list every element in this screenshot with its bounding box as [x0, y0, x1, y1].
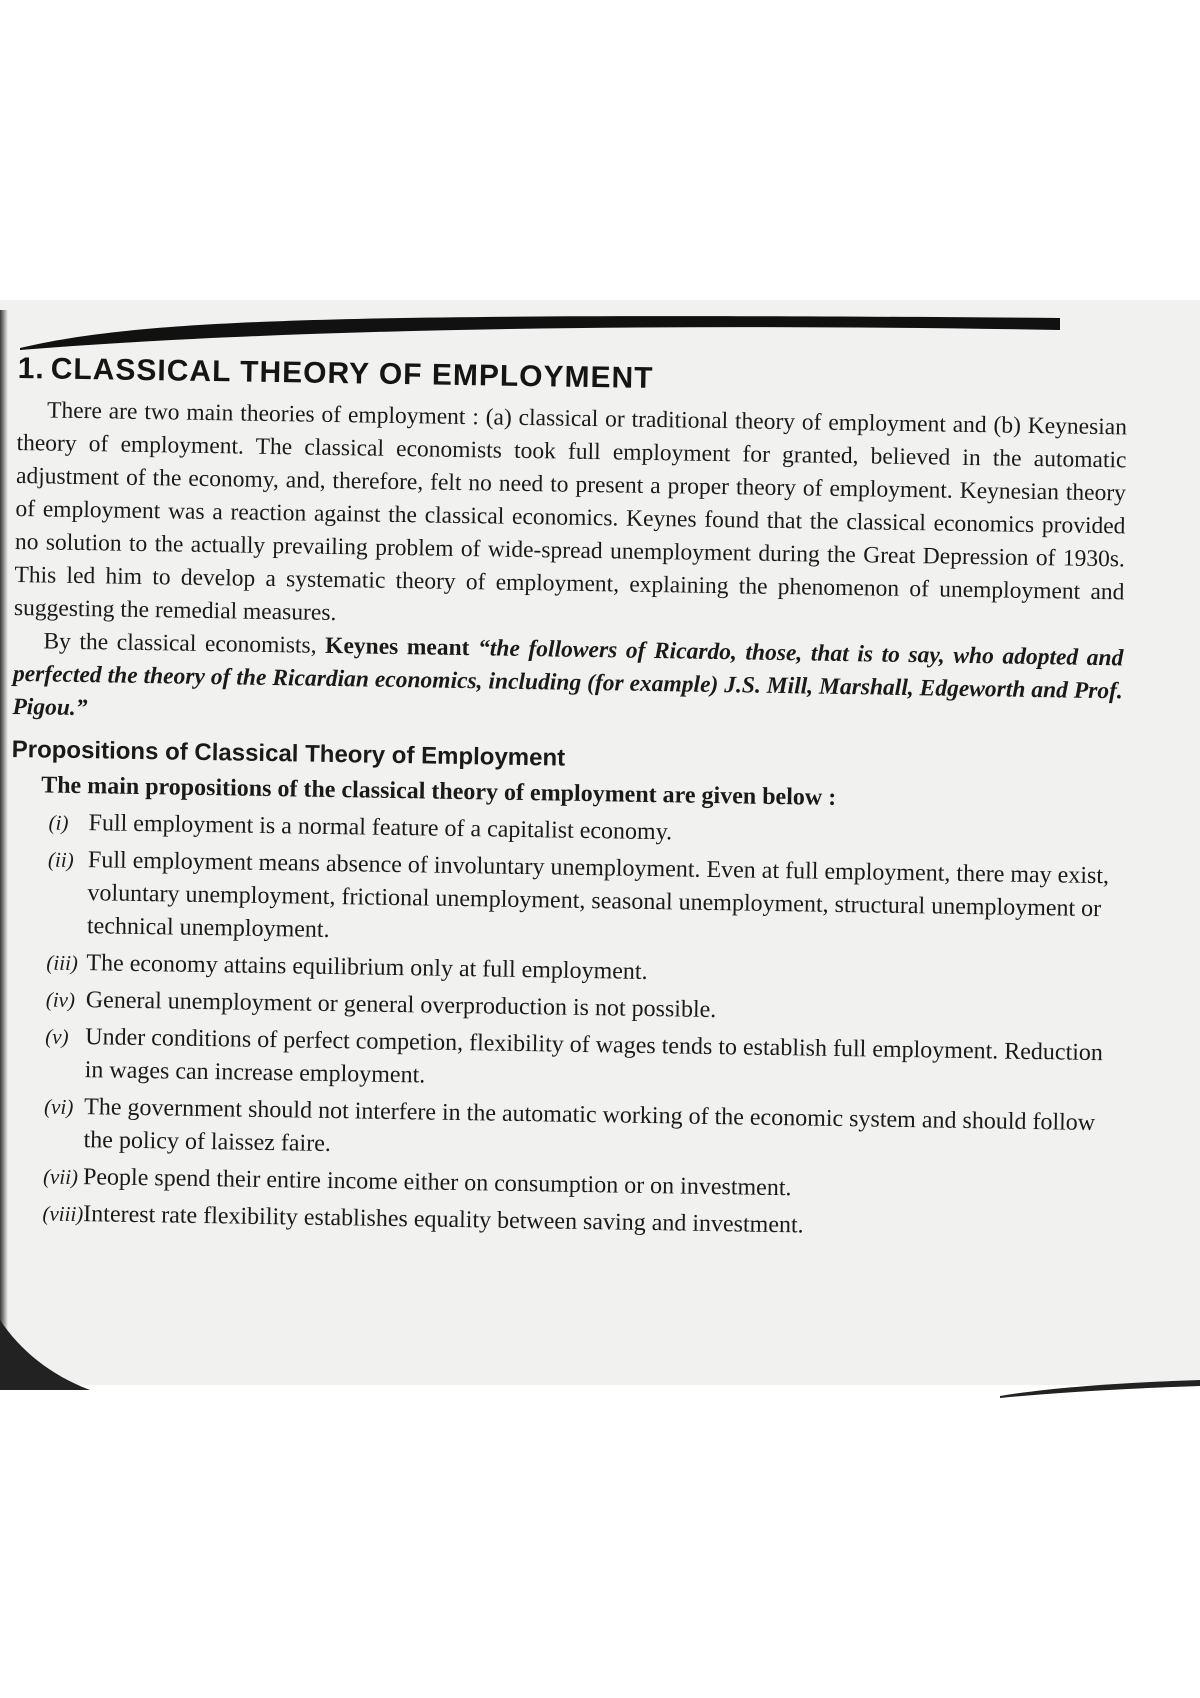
item-number: (ii) — [47, 847, 74, 872]
item-text: Full employment means absence of involuntary unemployment. Even at full employment, there may exist, voluntary unemployment, frictional unemployment, seasonal unemployment, structural unemployment or technical unemployment. — [86, 847, 1110, 943]
item-text: People spend their entire income either on consumption or on investment. — [82, 1164, 792, 1202]
item-text: Interest rate flexibility establishes equality between saving and investment. — [83, 1201, 804, 1239]
item-text: The government should not interfere in the automatic working of the economic system and should follow the policy of laissez faire. — [83, 1094, 1096, 1158]
item-number: (v) — [45, 1024, 69, 1049]
page-top-band — [20, 310, 1060, 350]
list-item — [47, 844, 1120, 960]
item-number: (viii) — [42, 1201, 84, 1227]
section-title: CLASSICAL THEORY OF EMPLOYMENT — [50, 352, 654, 395]
keynes-quote: “the followers of Ricardo, those, that is to say, who adopted and perfected the theory of the Ricardian economics, including (for example) J.S. Mill, Marshall, Edgeworth and Prof. Pigou.” — [12, 635, 1124, 722]
item-number: (vii) — [42, 1164, 79, 1190]
item-number: (iv) — [45, 987, 76, 1012]
item-text: The economy attains equilibrium only at full employment. — [86, 950, 648, 985]
intro-paragraph: There are two main theories of employment : (a) classical or traditional theory of employment and (b) Keynesian theory of employment. The classical economists took full employment for granted, believed in the automatic adjustment of the economy, and, therefore, felt no need to present a proper theory of employment. Keynesian theory of employment was a reaction against the classical economics. Keynes found that the classical economics provided no solution to the actually prevailing problem of wide-spread unemployment during the Great Depression of 1930s. This led him to develop a systematic theory of employment, explaining the phenomenon of unemployment and suggesting the remedial measures. — [13, 397, 1128, 627]
item-text: Under conditions of perfect competion, flexibility of wages tends to establish full employment. Reduction in wages can increase employment. — [84, 1024, 1104, 1089]
list-item — [44, 1021, 1117, 1104]
item-text: General unemployment or general overproduction is not possible. — [85, 987, 717, 1024]
item-number: (iii) — [46, 950, 79, 976]
paragraph2-intro: By the classical economists, — [43, 628, 326, 659]
propositions-heading: Propositions of Classical Theory of Employment — [11, 735, 566, 772]
propositions-list — [4, 806, 1121, 1247]
list-item — [43, 1091, 1116, 1174]
section-number: 1. — [17, 352, 46, 386]
page-curl-right — [1000, 1368, 1200, 1398]
page-content — [4, 352, 1128, 1251]
keynes-definition-paragraph — [12, 625, 1123, 741]
item-number: (i) — [48, 810, 69, 835]
paragraph2-lead: Keynes meant — [324, 632, 479, 662]
propositions-intro: The main propositions of the classical theory of employment are given below : — [40, 772, 837, 811]
item-number: (vi) — [43, 1094, 74, 1119]
page-curl-left — [0, 1320, 90, 1390]
item-text: Full employment is a normal feature of a capitalist economy. — [88, 810, 673, 846]
